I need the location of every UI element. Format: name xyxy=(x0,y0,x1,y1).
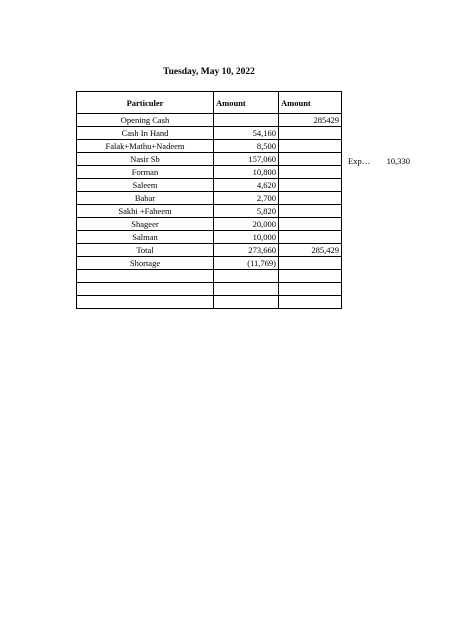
particular-cell: Babar xyxy=(77,192,214,205)
amount-total-cell xyxy=(279,283,342,296)
amount-cell xyxy=(214,283,279,296)
table-row xyxy=(77,140,342,153)
amount-total-cell: 285,429 xyxy=(279,244,342,257)
amount-total-cell xyxy=(279,218,342,231)
amount-cell xyxy=(214,296,279,309)
header-amount-2: Amount xyxy=(279,92,342,114)
amount-total-cell xyxy=(279,205,342,218)
amount-cell: 273,660 xyxy=(214,244,279,257)
table-row xyxy=(77,205,342,218)
amount-cell: 157,060 xyxy=(214,153,279,166)
table-row xyxy=(77,257,342,270)
expense-label: Exp… xyxy=(348,156,371,166)
particular-cell: Salman xyxy=(77,231,214,244)
particular-cell: Nasir Sb xyxy=(77,153,214,166)
amount-total-cell xyxy=(279,140,342,153)
amount-total-cell xyxy=(279,270,342,283)
amount-cell: 5,820 xyxy=(214,205,279,218)
particular-cell xyxy=(77,270,214,283)
amount-cell: 54,160 xyxy=(214,127,279,140)
amount-total-cell xyxy=(279,257,342,270)
amount-cell: 2,700 xyxy=(214,192,279,205)
table-row xyxy=(77,231,342,244)
table-row xyxy=(77,127,342,140)
table-row xyxy=(77,192,342,205)
amount-total-cell xyxy=(279,296,342,309)
header-row xyxy=(77,92,342,114)
amount-total-cell xyxy=(279,127,342,140)
particular-cell: Shortage xyxy=(77,257,214,270)
amount-total-cell xyxy=(279,231,342,244)
particular-cell: Sakhi +Faheem xyxy=(77,205,214,218)
particular-cell: Forman xyxy=(77,166,214,179)
table-row xyxy=(77,244,342,257)
particular-cell: Saleem xyxy=(77,179,214,192)
amount-total-cell xyxy=(279,166,342,179)
particular-cell: Cash In Hand xyxy=(77,127,214,140)
amount-cell: (11,769) xyxy=(214,257,279,270)
particular-cell: Opening Cash xyxy=(77,114,214,127)
table-row xyxy=(77,179,342,192)
expense-value: 10,330 xyxy=(386,156,410,166)
table-row xyxy=(77,283,342,296)
amount-cell xyxy=(214,270,279,283)
particular-cell xyxy=(77,283,214,296)
table-row xyxy=(77,166,342,179)
amount-total-cell: 285429 xyxy=(279,114,342,127)
cash-table xyxy=(76,91,342,309)
particular-cell: Shageer xyxy=(77,218,214,231)
table-row xyxy=(77,153,342,166)
amount-cell xyxy=(214,114,279,127)
amount-total-cell xyxy=(279,192,342,205)
amount-cell: 10,000 xyxy=(214,231,279,244)
amount-cell: 20,000 xyxy=(214,218,279,231)
amount-total-cell xyxy=(279,179,342,192)
header-particuler: Particuler xyxy=(77,92,214,114)
table-row xyxy=(77,114,342,127)
page-title: Tuesday, May 10, 2022 xyxy=(163,67,255,77)
particular-cell xyxy=(77,296,214,309)
header-amount-1: Amount xyxy=(214,92,279,114)
table-row xyxy=(77,270,342,283)
amount-cell: 8,500 xyxy=(214,140,279,153)
table-row xyxy=(77,296,342,309)
particular-cell: Falak+Mathu+Nadeem xyxy=(77,140,214,153)
table-body xyxy=(77,114,342,309)
table-row xyxy=(77,218,342,231)
amount-total-cell xyxy=(279,153,342,166)
amount-cell: 4,620 xyxy=(214,179,279,192)
particular-cell: Total xyxy=(77,244,214,257)
amount-cell: 10,800 xyxy=(214,166,279,179)
